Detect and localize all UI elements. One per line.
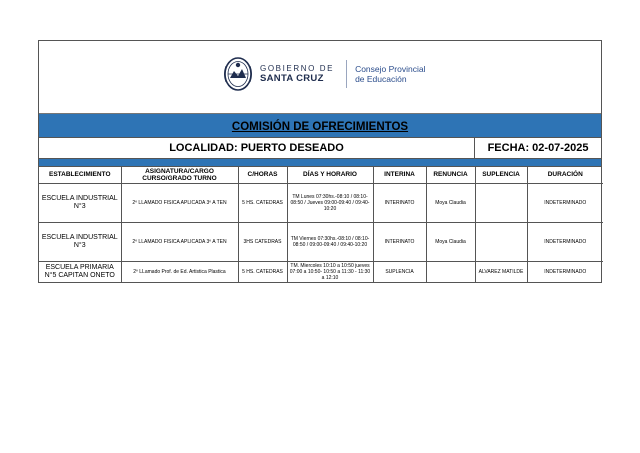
col-suplencia: SUPLENCIA xyxy=(475,167,527,184)
cell-suplencia: ALVAREZ MATILDE xyxy=(475,262,527,283)
cell-renuncia xyxy=(426,262,475,283)
offerings-table xyxy=(39,167,603,282)
table-row xyxy=(39,262,603,283)
col-renuncia: RENUNCIA xyxy=(426,167,475,184)
table-row xyxy=(39,223,603,262)
cell-duracion: INDETERMINADO xyxy=(527,184,603,223)
letterhead xyxy=(39,41,601,114)
cell-establecimiento: ESCUELA INDUSTRIAL N°3 xyxy=(39,184,121,223)
cell-asignatura: 2º LLAMADO FISICA APLICADA 3º A TEN xyxy=(121,223,238,262)
council-line2: de Educación xyxy=(355,74,407,84)
cell-renuncia: Moya Claudia xyxy=(426,223,475,262)
cell-interina: INTERINATO xyxy=(373,184,426,223)
cell-suplencia xyxy=(475,223,527,262)
gov-line2: SANTA CRUZ xyxy=(260,72,324,84)
locality: LOCALIDAD: PUERTO DESEADO xyxy=(39,138,475,158)
table-header-row xyxy=(39,167,603,184)
council-line1: Consejo Provincial xyxy=(355,63,426,74)
cell-duracion: INDETERMINADO xyxy=(527,223,603,262)
cell-horas: 5 HS. CATEDRAS xyxy=(238,184,287,223)
col-horas: C/HORAS xyxy=(238,167,287,184)
cell-renuncia: Moya Claudia xyxy=(426,184,475,223)
cell-asignatura: 2º LLAMADO FISICA APLICADA 3º A TEN xyxy=(121,184,238,223)
logo-divider xyxy=(346,60,347,88)
cell-interina: INTERINATO xyxy=(373,223,426,262)
col-dias-horario: DÍAS Y HORARIO xyxy=(287,167,373,184)
government-wordmark xyxy=(260,65,334,84)
cell-dias-horario: TM Lunes 07:30hs.-08:10 / 08:10-08:50 / Jueves 09:00-09:40 / 09:40-10:20 xyxy=(287,184,373,223)
col-duracion: DURACIÓN xyxy=(527,167,603,184)
col-establecimiento: ESTABLECIMIENTO xyxy=(39,167,121,184)
cell-establecimiento: ESCUELA PRIMARIA N°5 CAPITAN ONETO xyxy=(39,262,121,283)
document-sheet xyxy=(38,40,602,283)
cell-horas: 5 HS. CATEDRAS xyxy=(238,262,287,283)
cell-dias-horario: TM. Miercoles 10:10 a 10:50 jueves 07:00 a 10:50- 10:50 a 11:30 - 11:30 a 12:10 xyxy=(287,262,373,283)
santa-cruz-seal-icon xyxy=(222,54,254,94)
col-asignatura: ASIGNATURA/CARGO CURSO/GRADO TURNO xyxy=(121,167,238,184)
logo-group xyxy=(222,54,425,94)
cell-establecimiento: ESCUELA INDUSTRIAL N°3 xyxy=(39,223,121,262)
cell-interina: SUPLENCIA xyxy=(373,262,426,283)
location-row xyxy=(39,138,601,159)
gov-line1: GOBIERNO DE xyxy=(260,63,335,73)
col-interina: INTERINA xyxy=(373,167,426,184)
cell-dias-horario: TM Viernes 07:30hs.-08:10 / 08:10-08:50 / 09:00-09:40 / 09:40-10:20 xyxy=(287,223,373,262)
document-title: COMISIÓN DE OFRECIMIENTOS xyxy=(39,120,601,134)
cell-duracion: INDETERMINADO xyxy=(527,262,603,283)
cell-asignatura: 2º LLamado Prof. de Ed. Artistica Plastica xyxy=(121,262,238,283)
cell-suplencia xyxy=(475,184,527,223)
table-row xyxy=(39,184,603,223)
date: FECHA: 02-07-2025 xyxy=(487,142,589,154)
cell-horas: 3HS CATEDRAS xyxy=(238,223,287,262)
council-wordmark xyxy=(355,64,425,84)
blue-band-separator xyxy=(39,159,601,167)
